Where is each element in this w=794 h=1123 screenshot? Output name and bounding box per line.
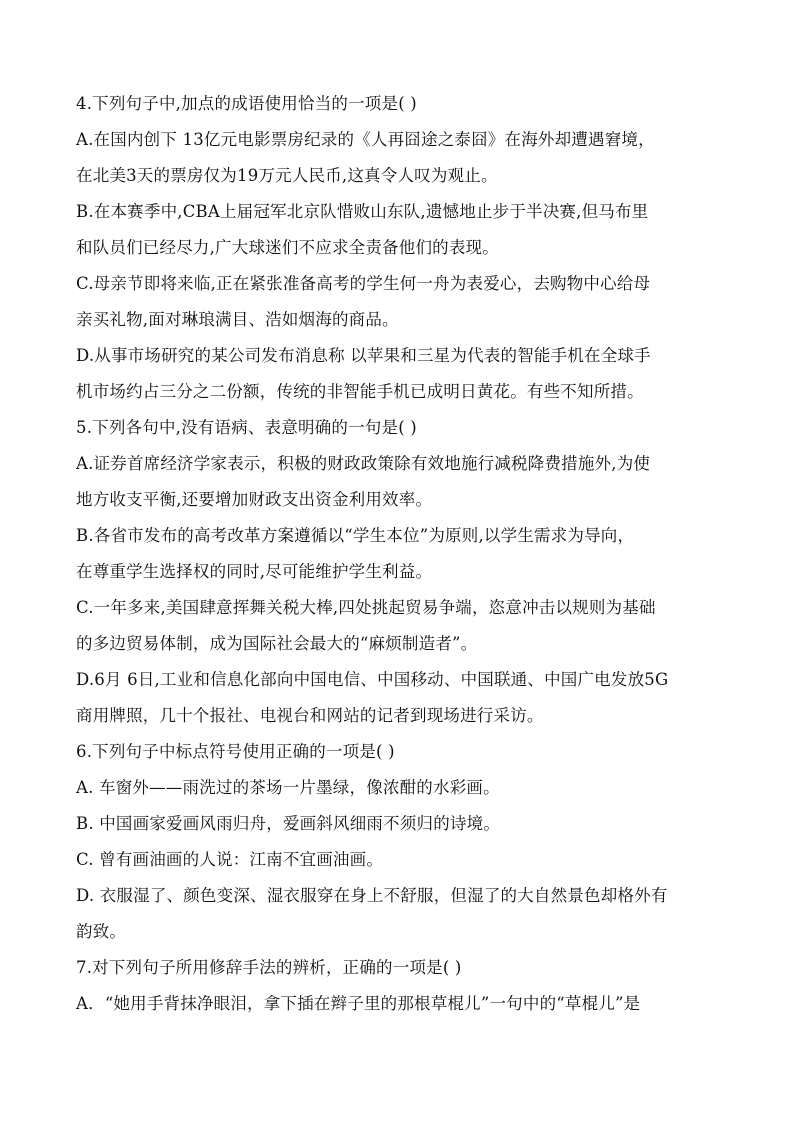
question-6-stem: 6.下列句子中标点符号使用正确的一项是( ) — [76, 742, 395, 761]
question-5-option-d: D.6月 6日,工业和信息化部向中国电信、中国移动、中国联通、中国广电发放5G — [76, 670, 669, 689]
question-4-option-a-cont: 在北美3天的票房仅为19万元人民币,这真令人叹为观止。 — [76, 166, 498, 185]
question-4-option-d: D.从事市场研究的某公司发布消息称 以苹果和三星为代表的智能手机在全球手 — [76, 346, 651, 365]
question-4-option-c-cont: 亲买礼物,面对琳琅满目、浩如烟海的商品。 — [76, 310, 399, 329]
question-7-stem: 7.对下列句子所用修辞手法的辨析，正确的一项是( ) — [76, 958, 462, 977]
question-5-option-a-cont: 地方收支平衡,还要增加财政支出资金利用效率。 — [76, 490, 433, 509]
question-4-option-b: B.在本赛季中,CBA上届冠军北京队惜败山东队,遗憾地止步于半决赛,但马布里 — [76, 202, 649, 221]
question-6-option-d-cont: 韵致。 — [76, 922, 127, 941]
question-7-option-a: A．“她用手背抹净眼泪，拿下插在辫子里的那根草棍儿”一句中的“草棍儿”是 — [76, 994, 641, 1013]
question-6-option-a: A. 车窗外——雨洗过的茶场一片墨绿，像浓酣的水彩画。 — [76, 778, 500, 797]
question-5-stem: 5.下列各句中,没有语病、表意明确的一句是( ) — [76, 418, 417, 437]
question-4-option-c: C.母亲节即将来临,正在紧张准备高考的学生何一舟为表爱心，去购物中心给母 — [76, 274, 651, 293]
question-4-option-d-cont: 机市场约占三分之二份额，传统的非智能手机已成明日黄花。有些不知所措。 — [76, 382, 644, 401]
question-4-option-a: A.在国内创下 13亿元电影票房纪录的《人再囧途之泰囧》在海外却遭遇窘境， — [76, 130, 655, 149]
question-6-option-b: B. 中国画家爱画风雨归舟，爱画斜风细雨不须归的诗境。 — [76, 814, 501, 833]
question-5-option-b-cont: 在尊重学生选择权的同时,尽可能维护学生利益。 — [76, 562, 433, 581]
question-5-option-a: A.证券首席经济学家表示，积极的财政政策除有效地施行减税降费措施外,为使 — [76, 454, 651, 473]
question-5-option-c-cont: 的多边贸易体制，成为国际社会最大的“麻烦制造者”。 — [76, 634, 478, 653]
question-4-stem: 4.下列句子中,加点的成语使用恰当的一项是( ) — [76, 94, 417, 113]
question-5-option-d-cont: 商用牌照，几十个报社、电视台和网站的记者到现场进行采访。 — [76, 706, 544, 725]
question-6-option-d: D. 衣服湿了、颜色变深、湿衣服穿在身上不舒服，但湿了的大自然景色却格外有 — [76, 886, 668, 905]
question-5-option-b: B.各省市发布的高考改革方案遵循以“学生本位”为原则,以学生需求为导向， — [76, 526, 635, 545]
question-4-option-b-cont: 和队员们已经尽力,广大球迷们不应求全责备他们的表现。 — [76, 238, 499, 257]
question-5-option-c: C.一年多来,美国肆意挥舞关税大棒,四处挑起贸易争端，恣意冲击以规则为基础 — [76, 598, 656, 617]
question-6-option-c: C. 曾有画油画的人说：江南不宜画油画。 — [76, 850, 384, 869]
